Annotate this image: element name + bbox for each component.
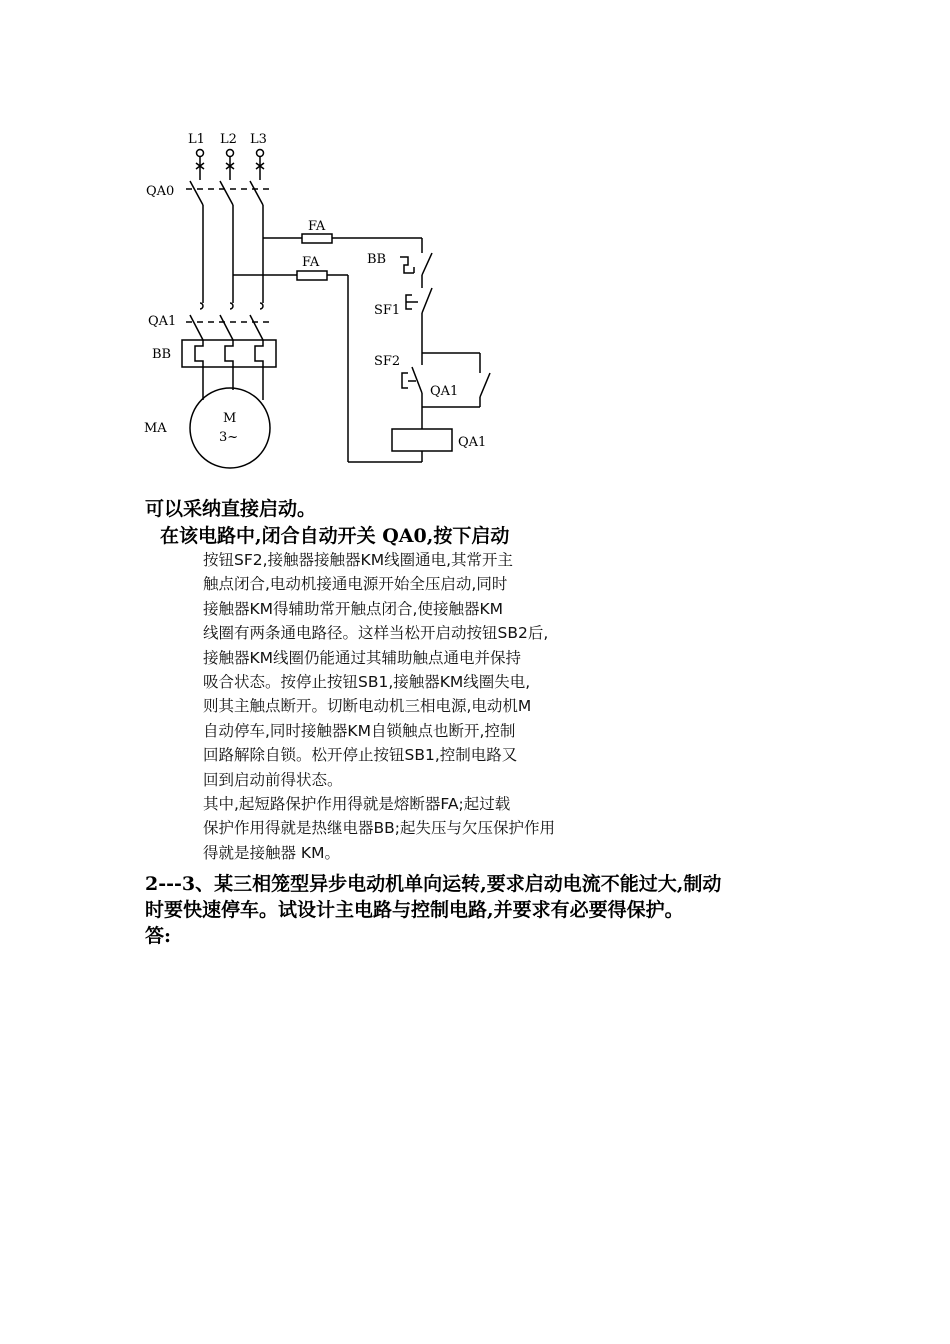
qa1-main-contacts [186, 303, 270, 340]
paragraph-line: 自动停车,同时接触器KM自锁触点也断开,控制 [203, 721, 516, 740]
question-line: 2---3、某三相笼型异步电动机单向运转,要求启动电流不能过大,制动 [145, 873, 722, 895]
paragraph-line: 接触器KM线圈仍能通过其辅助触点通电并保持 [203, 648, 522, 667]
label-qa1-coil: QA1 [458, 435, 487, 450]
control-taps [233, 234, 422, 462]
label-l2: L2 [220, 132, 237, 147]
paragraph-line: 回到启动前得状态。 [203, 770, 343, 789]
control-circuit [392, 238, 490, 462]
paragraph-line: 吸合状态。按停止按钮SB1,接触器KM线圈失电, [203, 673, 531, 692]
paragraph-line: 线圈有两条通电路径。这样当松开启动按钮SB2后, [203, 624, 549, 643]
label-l1: L1 [188, 132, 205, 147]
paragraph-line: 按钮SF2,接触器接触器KM线圈通电,其常开主 [203, 551, 514, 569]
label-fa-top: FA [308, 219, 326, 234]
label-l3: L3 [250, 132, 267, 147]
question-block [145, 871, 721, 949]
paragraph-line: 则其主触点断开。切断电动机三相电源,电动机M [203, 697, 532, 716]
qa0-switch [186, 173, 270, 303]
paragraph-line: 得就是接触器 KM。 [203, 843, 340, 862]
label-ma: MA [144, 421, 167, 436]
label-qa0: QA0 [146, 184, 175, 199]
label-motor-m: M [223, 411, 237, 426]
heading-circuit-explanation: 在该电路中,闭合自动开关 QA0,按下启动 [160, 525, 510, 547]
label-fa-mid: FA [302, 255, 320, 270]
motor-control-circuit-diagram [130, 125, 510, 470]
paragraph-line: 接触器KM得辅助常开触点闭合,使接触器KM [203, 599, 504, 618]
motor [190, 388, 270, 468]
label-sf1: SF1 [374, 303, 401, 318]
label-motor-phase: 3~ [219, 430, 239, 445]
explanation-paragraph [203, 548, 555, 865]
fuse-fa-mid [297, 271, 327, 280]
supply-terminals [196, 150, 264, 174]
fuse-fa-top [302, 234, 332, 243]
label-qa1-main: QA1 [148, 314, 177, 329]
answer-label: 答: [145, 925, 172, 947]
heading-direct-start: 可以采纳直接启动。 [145, 498, 317, 520]
paragraph-line: 回路解除自锁。松开停止按钮SB1,控制电路又 [203, 746, 518, 765]
bb-thermal-relay [182, 340, 276, 400]
paragraph-line: 其中,起短路保护作用得就是熔断器FA;起过载 [203, 795, 511, 814]
label-sf2: SF2 [374, 354, 401, 369]
paragraph-line: 触点闭合,电动机接通电源开始全压启动,同时 [203, 575, 508, 594]
label-bb-main: BB [152, 347, 172, 362]
paragraph-line: 保护作用得就是热继电器BB;起失压与欠压保护作用 [203, 819, 555, 838]
question-line: 时要快速停车。试设计主电路与控制电路,并要求有必要得保护。 [145, 899, 684, 921]
label-bb-ctrl: BB [367, 252, 387, 267]
qa1-coil [392, 429, 452, 451]
label-qa1-contact: QA1 [430, 384, 459, 399]
